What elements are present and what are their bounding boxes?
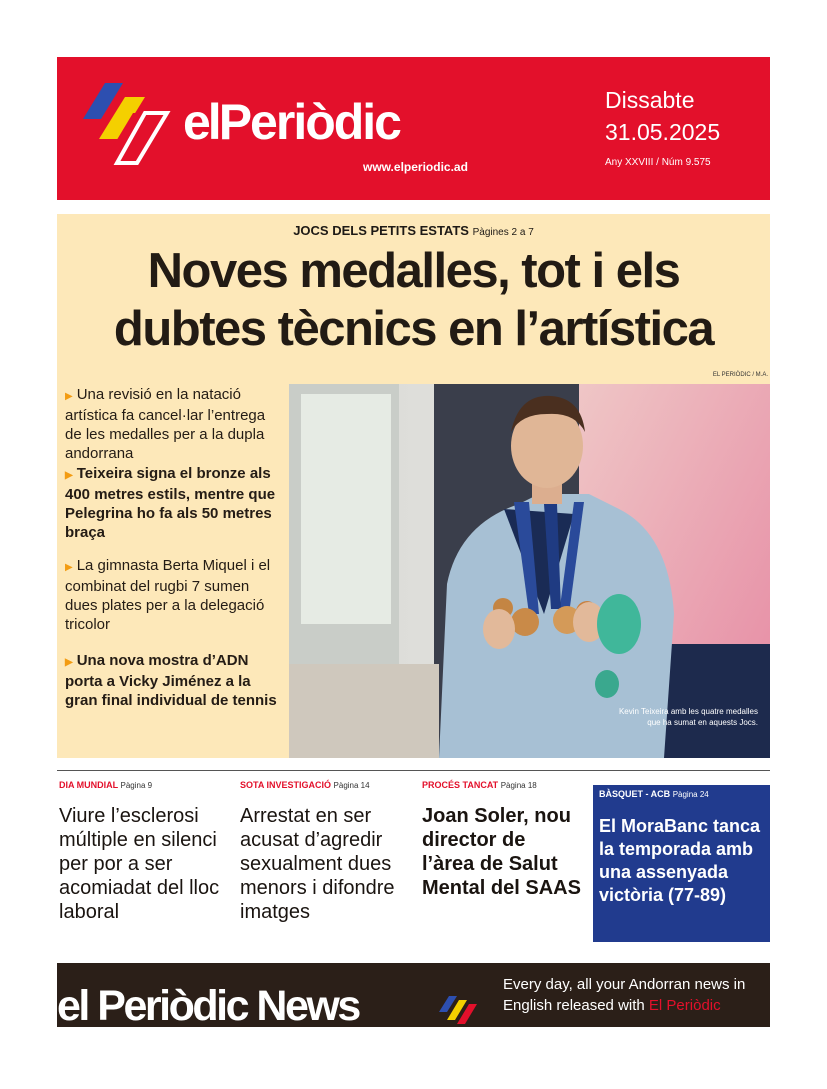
banner-title: el Periòdic News (57, 982, 359, 1030)
lead-bullet: ▶ Teixeira signa el bronze als 400 metres estils, mentre que Pelegrina ho fa als 50 metres braça (65, 465, 276, 541)
story-headline: Viure l’esclerosi múltiple en silenci per por a ser acomiadat del lloc laboral (59, 805, 220, 923)
story-headline: Arrestat en ser acusat d’agredir sexualment dues menors i difondre imatges (240, 805, 395, 923)
story-headline: El MoraBanc tanca la temporada amb una assenyada victòria (77-89) (599, 816, 761, 905)
logo-periodic: Periòdic (218, 94, 400, 150)
story-kicker: PROCÉS TANCAT Pàgina 18 (422, 780, 537, 790)
athlete-with-medals-image (289, 384, 770, 758)
banner-text: Every day, all your Andorran news in English released with El Periòdic (503, 976, 746, 1014)
story-headline: Joan Soler, nou director de l’àrea de Salut Mental del SAAS (422, 805, 581, 899)
photo-caption: Kevin Teixeira amb les quatre medalles que ha sumat en aquests Jocs. (618, 707, 758, 727)
bullet-triangle-icon: ▶ (65, 562, 73, 573)
lead-bullet: ▶ Una nova mostra d’ADN porta a Vicky Jiménez a la gran final individual de tennis (65, 652, 277, 709)
masthead (57, 57, 770, 200)
story-proces-tancat[interactable] (422, 780, 582, 900)
story-basquet-acb[interactable] (593, 785, 770, 942)
news-banner[interactable] (57, 963, 770, 1030)
flag-stripes-icon (437, 996, 481, 1026)
story-page: Pàgina 14 (333, 781, 370, 790)
story-kicker: SOTA INVESTIGACIÓ Pàgina 14 (240, 780, 370, 790)
logo-flag-stripes-icon (83, 83, 173, 168)
banner-brand: El Periòdic (648, 997, 721, 1014)
day-name: Dissabte (605, 87, 695, 113)
lead-bullet: ▶ Una revisió en la natació artística fa cancel·lar l’entrega de les medalles per a la dupla andorrana (65, 386, 266, 462)
lead-headline-line2: dubtes tècnics en l’artística (113, 302, 714, 356)
lead-headline[interactable] (57, 242, 770, 358)
story-page: Pàgina 9 (120, 781, 153, 790)
issue-date: 31.05.2025 (605, 119, 721, 145)
lead-kicker-pages: Pàgines 2 a 7 (472, 227, 534, 238)
story-dia-mundial[interactable] (59, 780, 229, 924)
story-kicker: BÀSQUET - ACB Pàgina 24 (599, 789, 709, 799)
bullet-triangle-icon: ▶ (65, 470, 73, 481)
issue-number: Any XXVIII / Núm 9.575 (605, 157, 711, 168)
lead-photo[interactable] (289, 384, 770, 758)
lead-kicker-text: JOCS DELS PETITS ESTATS (293, 223, 469, 238)
lead-kicker (57, 223, 770, 238)
site-url[interactable]: www.elperiodic.ad (363, 160, 468, 174)
lead-bullets (65, 385, 281, 710)
story-page: Pàgina 18 (500, 781, 537, 790)
lead-headline-line1: Noves medalles, tot i els (147, 244, 680, 298)
bullet-triangle-icon: ▶ (65, 391, 73, 402)
story-page: Pàgina 24 (672, 790, 709, 799)
story-sota-investigacio[interactable] (240, 780, 420, 924)
logo-wordmark[interactable] (183, 94, 400, 150)
story-kicker: DIA MUNDIAL Pàgina 9 (59, 780, 153, 790)
logo-el: el (183, 94, 219, 150)
lead-bullet: ▶ La gimnasta Berta Miquel i el combinat del rugbi 7 sumen dues plates per a la delegació tricolor (65, 557, 271, 633)
photo-credit: EL PERIÒDIC / M.A. (712, 372, 768, 378)
section-divider (57, 770, 770, 771)
bullet-triangle-icon: ▶ (65, 657, 73, 668)
lead-story[interactable] (57, 214, 770, 758)
